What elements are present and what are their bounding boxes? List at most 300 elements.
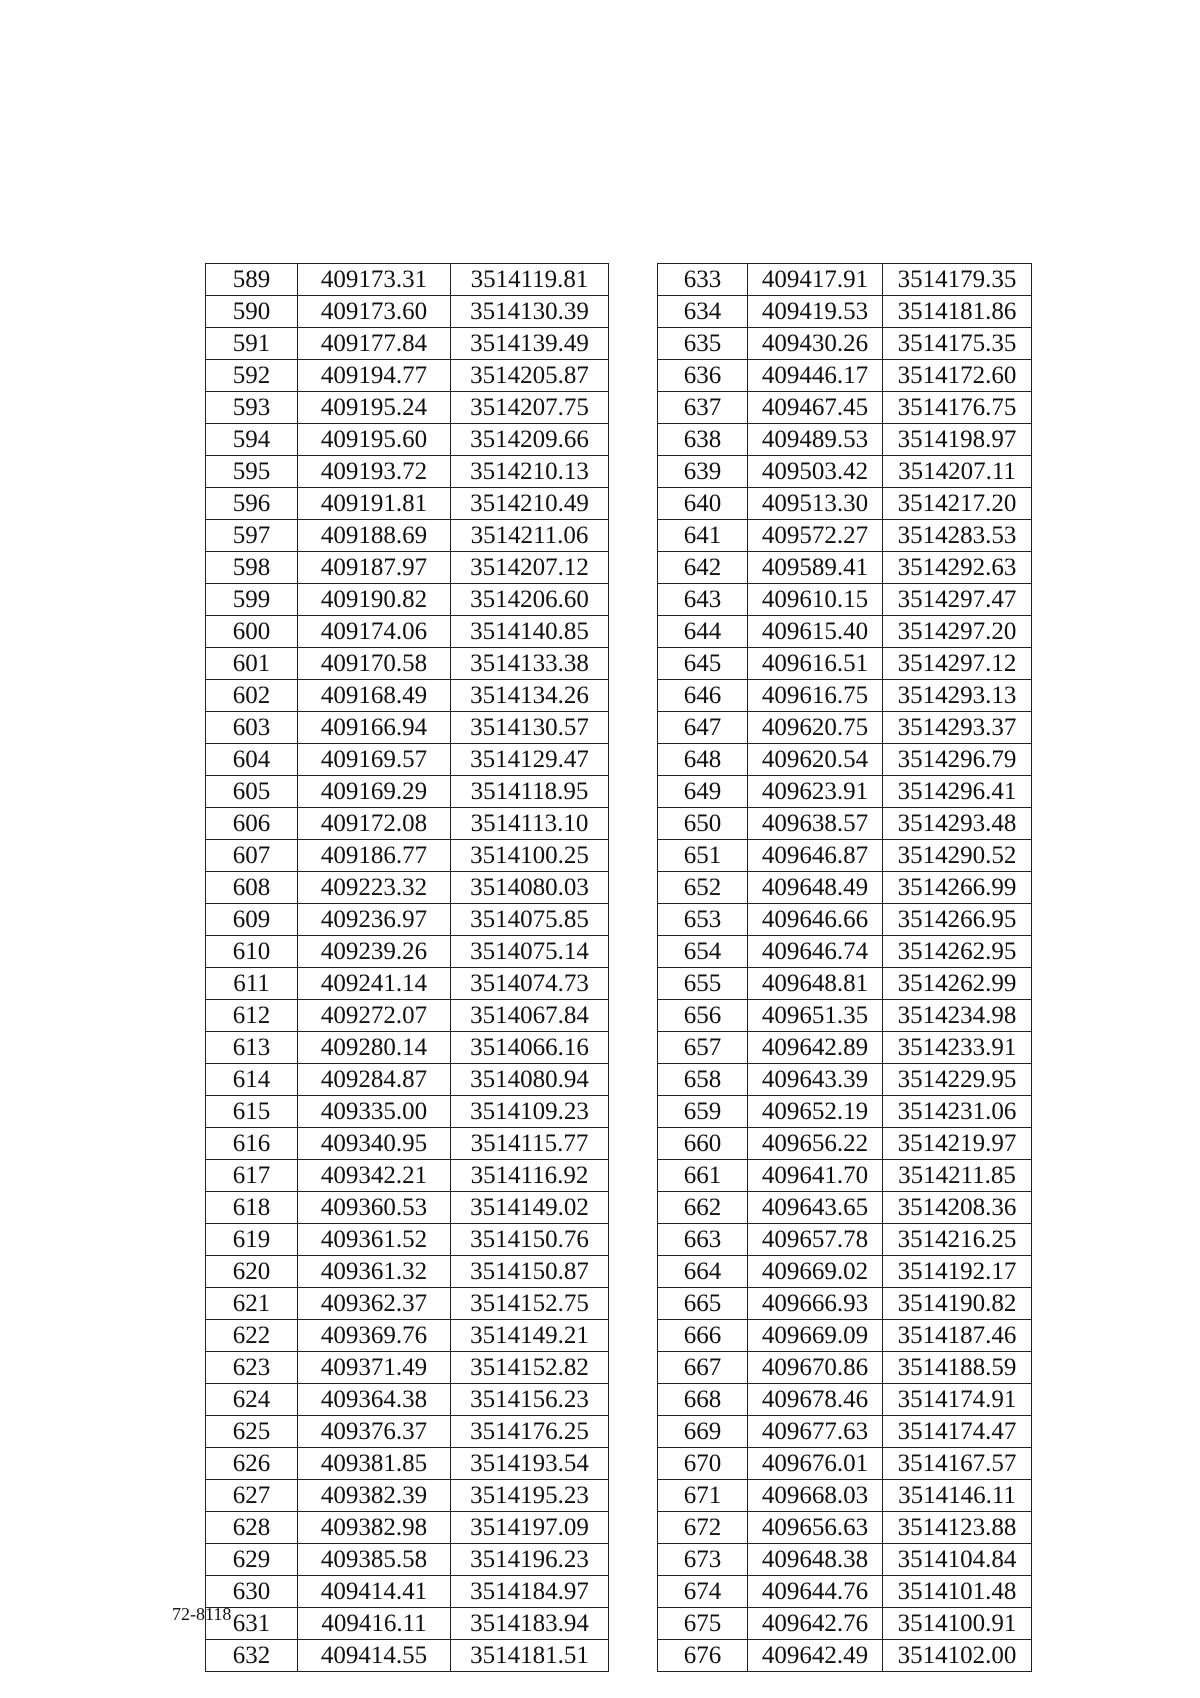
point-number-cell: 633 — [658, 264, 748, 296]
table-row — [206, 1608, 609, 1640]
table-row — [658, 1384, 1032, 1416]
y-coordinate-cell: 3514129.47 — [451, 744, 609, 776]
x-coordinate-cell: 409417.91 — [748, 264, 883, 296]
point-number-cell: 657 — [658, 1032, 748, 1064]
table-row — [206, 1640, 609, 1672]
x-coordinate-cell: 409651.35 — [748, 1000, 883, 1032]
table-row — [658, 1544, 1032, 1576]
x-coordinate-cell: 409376.37 — [298, 1416, 451, 1448]
table-row — [658, 808, 1032, 840]
table-row — [658, 1160, 1032, 1192]
x-coordinate-cell: 409642.89 — [748, 1032, 883, 1064]
x-coordinate-cell: 409360.53 — [298, 1192, 451, 1224]
point-number-cell: 641 — [658, 520, 748, 552]
x-coordinate-cell: 409678.46 — [748, 1384, 883, 1416]
y-coordinate-cell: 3514297.20 — [883, 616, 1032, 648]
point-number-cell: 658 — [658, 1064, 748, 1096]
table-row — [658, 1064, 1032, 1096]
table-row — [206, 1160, 609, 1192]
x-coordinate-cell: 409188.69 — [298, 520, 451, 552]
x-coordinate-cell: 409646.66 — [748, 904, 883, 936]
table-row — [206, 328, 609, 360]
table-row — [206, 648, 609, 680]
x-coordinate-cell: 409186.77 — [298, 840, 451, 872]
point-number-cell: 604 — [206, 744, 298, 776]
y-coordinate-cell: 3514183.94 — [451, 1608, 609, 1640]
point-number-cell: 602 — [206, 680, 298, 712]
x-coordinate-cell: 409616.51 — [748, 648, 883, 680]
table-row — [658, 584, 1032, 616]
point-number-cell: 624 — [206, 1384, 298, 1416]
y-coordinate-cell: 3514134.26 — [451, 680, 609, 712]
table-row — [206, 744, 609, 776]
point-number-cell: 670 — [658, 1448, 748, 1480]
y-coordinate-cell: 3514187.46 — [883, 1320, 1032, 1352]
x-coordinate-cell: 409342.21 — [298, 1160, 451, 1192]
table-row — [206, 1544, 609, 1576]
y-coordinate-cell: 3514130.57 — [451, 712, 609, 744]
point-number-cell: 644 — [658, 616, 748, 648]
table-row — [658, 680, 1032, 712]
point-number-cell: 643 — [658, 584, 748, 616]
point-number-cell: 664 — [658, 1256, 748, 1288]
x-coordinate-cell: 409223.32 — [298, 872, 451, 904]
table-row — [658, 328, 1032, 360]
table-row — [658, 1032, 1032, 1064]
table-row — [206, 616, 609, 648]
x-coordinate-cell: 409430.26 — [748, 328, 883, 360]
point-number-cell: 598 — [206, 552, 298, 584]
table-row — [658, 520, 1032, 552]
x-coordinate-cell: 409446.17 — [748, 360, 883, 392]
y-coordinate-cell: 3514297.47 — [883, 584, 1032, 616]
y-coordinate-cell: 3514146.11 — [883, 1480, 1032, 1512]
point-number-cell: 609 — [206, 904, 298, 936]
table-row — [658, 904, 1032, 936]
point-number-cell: 648 — [658, 744, 748, 776]
x-coordinate-cell: 409362.37 — [298, 1288, 451, 1320]
point-number-cell: 613 — [206, 1032, 298, 1064]
x-coordinate-cell: 409272.07 — [298, 1000, 451, 1032]
point-number-cell: 668 — [658, 1384, 748, 1416]
y-coordinate-cell: 3514175.35 — [883, 328, 1032, 360]
point-number-cell: 672 — [658, 1512, 748, 1544]
x-coordinate-cell: 409641.70 — [748, 1160, 883, 1192]
y-coordinate-cell: 3514075.85 — [451, 904, 609, 936]
point-number-cell: 605 — [206, 776, 298, 808]
point-number-cell: 608 — [206, 872, 298, 904]
y-coordinate-cell: 3514172.60 — [883, 360, 1032, 392]
y-coordinate-cell: 3514207.11 — [883, 456, 1032, 488]
point-number-cell: 637 — [658, 392, 748, 424]
y-coordinate-cell: 3514297.12 — [883, 648, 1032, 680]
table-row — [206, 1288, 609, 1320]
x-coordinate-cell: 409195.24 — [298, 392, 451, 424]
table-row — [206, 840, 609, 872]
table-row — [206, 680, 609, 712]
table-row — [206, 936, 609, 968]
x-coordinate-cell: 409648.49 — [748, 872, 883, 904]
y-coordinate-cell: 3514150.76 — [451, 1224, 609, 1256]
x-coordinate-cell: 409190.82 — [298, 584, 451, 616]
table-body-left — [206, 264, 609, 1672]
table-row — [206, 584, 609, 616]
x-coordinate-cell: 409503.42 — [748, 456, 883, 488]
y-coordinate-cell: 3514152.82 — [451, 1352, 609, 1384]
y-coordinate-cell: 3514290.52 — [883, 840, 1032, 872]
table-row — [206, 1384, 609, 1416]
point-number-cell: 625 — [206, 1416, 298, 1448]
x-coordinate-cell: 409187.97 — [298, 552, 451, 584]
point-number-cell: 676 — [658, 1640, 748, 1672]
y-coordinate-cell: 3514262.99 — [883, 968, 1032, 1000]
x-coordinate-cell: 409467.45 — [748, 392, 883, 424]
point-number-cell: 636 — [658, 360, 748, 392]
x-coordinate-cell: 409648.81 — [748, 968, 883, 1000]
x-coordinate-cell: 409239.26 — [298, 936, 451, 968]
x-coordinate-cell: 409191.81 — [298, 488, 451, 520]
x-coordinate-cell: 409669.02 — [748, 1256, 883, 1288]
x-coordinate-cell: 409676.01 — [748, 1448, 883, 1480]
y-coordinate-cell: 3514293.37 — [883, 712, 1032, 744]
margin-note: 72-8118 — [172, 1604, 232, 1624]
table-row — [206, 264, 609, 296]
y-coordinate-cell: 3514292.63 — [883, 552, 1032, 584]
point-number-cell: 589 — [206, 264, 298, 296]
y-coordinate-cell: 3514113.10 — [451, 808, 609, 840]
point-number-cell: 652 — [658, 872, 748, 904]
point-number-cell: 619 — [206, 1224, 298, 1256]
point-number-cell: 631 — [206, 1608, 298, 1640]
table-row — [658, 392, 1032, 424]
point-number-cell: 593 — [206, 392, 298, 424]
table-row — [206, 520, 609, 552]
x-coordinate-cell: 409589.41 — [748, 552, 883, 584]
y-coordinate-cell: 3514192.17 — [883, 1256, 1032, 1288]
point-number-cell: 634 — [658, 296, 748, 328]
table-row — [206, 1032, 609, 1064]
table-row — [206, 904, 609, 936]
table-row — [206, 1576, 609, 1608]
table-row — [658, 840, 1032, 872]
x-coordinate-cell: 409381.85 — [298, 1448, 451, 1480]
table-row — [658, 648, 1032, 680]
y-coordinate-cell: 3514156.23 — [451, 1384, 609, 1416]
y-coordinate-cell: 3514181.86 — [883, 296, 1032, 328]
y-coordinate-cell: 3514209.66 — [451, 424, 609, 456]
x-coordinate-cell: 409414.41 — [298, 1576, 451, 1608]
y-coordinate-cell: 3514190.82 — [883, 1288, 1032, 1320]
table-row — [658, 1512, 1032, 1544]
x-coordinate-cell: 409677.63 — [748, 1416, 883, 1448]
table-row — [206, 712, 609, 744]
table-body-right — [658, 264, 1032, 1672]
y-coordinate-cell: 3514149.02 — [451, 1192, 609, 1224]
table-row — [658, 424, 1032, 456]
y-coordinate-cell: 3514179.35 — [883, 264, 1032, 296]
x-coordinate-cell: 409340.95 — [298, 1128, 451, 1160]
x-coordinate-cell: 409382.98 — [298, 1512, 451, 1544]
x-coordinate-cell: 409284.87 — [298, 1064, 451, 1096]
y-coordinate-cell: 3514074.73 — [451, 968, 609, 1000]
point-number-cell: 675 — [658, 1608, 748, 1640]
point-number-cell: 660 — [658, 1128, 748, 1160]
point-number-cell: 607 — [206, 840, 298, 872]
table-row — [206, 1064, 609, 1096]
point-number-cell: 596 — [206, 488, 298, 520]
point-number-cell: 659 — [658, 1096, 748, 1128]
y-coordinate-cell: 3514104.84 — [883, 1544, 1032, 1576]
table-row — [206, 1224, 609, 1256]
x-coordinate-cell: 409643.39 — [748, 1064, 883, 1096]
point-number-cell: 592 — [206, 360, 298, 392]
point-number-cell: 611 — [206, 968, 298, 1000]
y-coordinate-cell: 3514174.47 — [883, 1416, 1032, 1448]
y-coordinate-cell: 3514266.95 — [883, 904, 1032, 936]
point-number-cell: 622 — [206, 1320, 298, 1352]
point-number-cell: 597 — [206, 520, 298, 552]
point-number-cell: 671 — [658, 1480, 748, 1512]
y-coordinate-cell: 3514217.20 — [883, 488, 1032, 520]
x-coordinate-cell: 409174.06 — [298, 616, 451, 648]
x-coordinate-cell: 409335.00 — [298, 1096, 451, 1128]
point-number-cell: 591 — [206, 328, 298, 360]
y-coordinate-cell: 3514109.23 — [451, 1096, 609, 1128]
x-coordinate-cell: 409173.60 — [298, 296, 451, 328]
point-number-cell: 663 — [658, 1224, 748, 1256]
point-number-cell: 594 — [206, 424, 298, 456]
table-row — [658, 264, 1032, 296]
point-number-cell: 632 — [206, 1640, 298, 1672]
x-coordinate-cell: 409414.55 — [298, 1640, 451, 1672]
x-coordinate-cell: 409513.30 — [748, 488, 883, 520]
y-coordinate-cell: 3514229.95 — [883, 1064, 1032, 1096]
y-coordinate-cell: 3514130.39 — [451, 296, 609, 328]
x-coordinate-cell: 409648.38 — [748, 1544, 883, 1576]
y-coordinate-cell: 3514100.25 — [451, 840, 609, 872]
y-coordinate-cell: 3514196.23 — [451, 1544, 609, 1576]
y-coordinate-cell: 3514198.97 — [883, 424, 1032, 456]
point-number-cell: 647 — [658, 712, 748, 744]
x-coordinate-cell: 409616.75 — [748, 680, 883, 712]
coordinate-table-right — [657, 263, 1032, 1672]
x-coordinate-cell: 409642.49 — [748, 1640, 883, 1672]
point-number-cell: 639 — [658, 456, 748, 488]
table-row — [658, 456, 1032, 488]
point-number-cell: 673 — [658, 1544, 748, 1576]
y-coordinate-cell: 3514116.92 — [451, 1160, 609, 1192]
x-coordinate-cell: 409652.19 — [748, 1096, 883, 1128]
y-coordinate-cell: 3514293.13 — [883, 680, 1032, 712]
x-coordinate-cell: 409666.93 — [748, 1288, 883, 1320]
y-coordinate-cell: 3514080.94 — [451, 1064, 609, 1096]
x-coordinate-cell: 409644.76 — [748, 1576, 883, 1608]
x-coordinate-cell: 409168.49 — [298, 680, 451, 712]
point-number-cell: 650 — [658, 808, 748, 840]
table-row — [658, 744, 1032, 776]
table-row — [206, 296, 609, 328]
table-row — [658, 360, 1032, 392]
x-coordinate-cell: 409177.84 — [298, 328, 451, 360]
table-row — [658, 1256, 1032, 1288]
x-coordinate-cell: 409382.39 — [298, 1480, 451, 1512]
x-coordinate-cell: 409371.49 — [298, 1352, 451, 1384]
y-coordinate-cell: 3514167.57 — [883, 1448, 1032, 1480]
point-number-cell: 600 — [206, 616, 298, 648]
y-coordinate-cell: 3514176.25 — [451, 1416, 609, 1448]
x-coordinate-cell: 409643.65 — [748, 1192, 883, 1224]
y-coordinate-cell: 3514207.12 — [451, 552, 609, 584]
x-coordinate-cell: 409194.77 — [298, 360, 451, 392]
point-number-cell: 626 — [206, 1448, 298, 1480]
x-coordinate-cell: 409610.15 — [748, 584, 883, 616]
y-coordinate-cell: 3514233.91 — [883, 1032, 1032, 1064]
point-number-cell: 629 — [206, 1544, 298, 1576]
point-number-cell: 642 — [658, 552, 748, 584]
y-coordinate-cell: 3514293.48 — [883, 808, 1032, 840]
y-coordinate-cell: 3514266.99 — [883, 872, 1032, 904]
y-coordinate-cell: 3514193.54 — [451, 1448, 609, 1480]
y-coordinate-cell: 3514205.87 — [451, 360, 609, 392]
table-row — [206, 1480, 609, 1512]
table-row — [206, 1128, 609, 1160]
point-number-cell: 606 — [206, 808, 298, 840]
table-row — [206, 1320, 609, 1352]
point-number-cell: 666 — [658, 1320, 748, 1352]
x-coordinate-cell: 409241.14 — [298, 968, 451, 1000]
y-coordinate-cell: 3514211.06 — [451, 520, 609, 552]
point-number-cell: 630 — [206, 1576, 298, 1608]
point-number-cell: 610 — [206, 936, 298, 968]
x-coordinate-cell: 409646.74 — [748, 936, 883, 968]
y-coordinate-cell: 3514188.59 — [883, 1352, 1032, 1384]
x-coordinate-cell: 409369.76 — [298, 1320, 451, 1352]
y-coordinate-cell: 3514075.14 — [451, 936, 609, 968]
x-coordinate-cell: 409489.53 — [748, 424, 883, 456]
x-coordinate-cell: 409173.31 — [298, 264, 451, 296]
table-row — [206, 1096, 609, 1128]
point-number-cell: 614 — [206, 1064, 298, 1096]
table-row — [206, 808, 609, 840]
x-coordinate-cell: 409416.11 — [298, 1608, 451, 1640]
x-coordinate-cell: 409669.09 — [748, 1320, 883, 1352]
y-coordinate-cell: 3514174.91 — [883, 1384, 1032, 1416]
x-coordinate-cell: 409670.86 — [748, 1352, 883, 1384]
point-number-cell: 646 — [658, 680, 748, 712]
point-number-cell: 620 — [206, 1256, 298, 1288]
point-number-cell: 628 — [206, 1512, 298, 1544]
x-coordinate-cell: 409364.38 — [298, 1384, 451, 1416]
table-row — [658, 1128, 1032, 1160]
table-row — [658, 1352, 1032, 1384]
table-row — [206, 552, 609, 584]
point-number-cell: 603 — [206, 712, 298, 744]
x-coordinate-cell: 409620.54 — [748, 744, 883, 776]
table-row — [658, 872, 1032, 904]
x-coordinate-cell: 409361.32 — [298, 1256, 451, 1288]
table-row — [658, 712, 1032, 744]
x-coordinate-cell: 409646.87 — [748, 840, 883, 872]
x-coordinate-cell: 409385.58 — [298, 1544, 451, 1576]
y-coordinate-cell: 3514119.81 — [451, 264, 609, 296]
y-coordinate-cell: 3514231.06 — [883, 1096, 1032, 1128]
point-number-cell: 599 — [206, 584, 298, 616]
x-coordinate-cell: 409620.75 — [748, 712, 883, 744]
y-coordinate-cell: 3514066.16 — [451, 1032, 609, 1064]
y-coordinate-cell: 3514207.75 — [451, 392, 609, 424]
point-number-cell: 616 — [206, 1128, 298, 1160]
x-coordinate-cell: 409572.27 — [748, 520, 883, 552]
point-number-cell: 651 — [658, 840, 748, 872]
x-coordinate-cell: 409623.91 — [748, 776, 883, 808]
point-number-cell: 638 — [658, 424, 748, 456]
table-row — [658, 1576, 1032, 1608]
x-coordinate-cell: 409642.76 — [748, 1608, 883, 1640]
x-coordinate-cell: 409656.63 — [748, 1512, 883, 1544]
point-number-cell: 640 — [658, 488, 748, 520]
table-row — [206, 968, 609, 1000]
point-number-cell: 621 — [206, 1288, 298, 1320]
point-number-cell: 653 — [658, 904, 748, 936]
table-row — [658, 968, 1032, 1000]
point-number-cell: 623 — [206, 1352, 298, 1384]
table-row — [658, 1608, 1032, 1640]
y-coordinate-cell: 3514210.13 — [451, 456, 609, 488]
y-coordinate-cell: 3514149.21 — [451, 1320, 609, 1352]
point-number-cell: 669 — [658, 1416, 748, 1448]
table-row — [206, 776, 609, 808]
point-number-cell: 618 — [206, 1192, 298, 1224]
point-number-cell: 662 — [658, 1192, 748, 1224]
y-coordinate-cell: 3514296.41 — [883, 776, 1032, 808]
table-row — [206, 1416, 609, 1448]
table-row — [658, 936, 1032, 968]
table-row — [658, 1640, 1032, 1672]
table-row — [658, 1448, 1032, 1480]
point-number-cell: 649 — [658, 776, 748, 808]
table-row — [206, 424, 609, 456]
table-row — [206, 488, 609, 520]
point-number-cell: 612 — [206, 1000, 298, 1032]
point-number-cell: 665 — [658, 1288, 748, 1320]
y-coordinate-cell: 3514140.85 — [451, 616, 609, 648]
table-row — [206, 456, 609, 488]
table-row — [658, 1480, 1032, 1512]
x-coordinate-cell: 409361.52 — [298, 1224, 451, 1256]
x-coordinate-cell: 409170.58 — [298, 648, 451, 680]
point-number-cell: 674 — [658, 1576, 748, 1608]
point-number-cell: 615 — [206, 1096, 298, 1128]
point-number-cell: 656 — [658, 1000, 748, 1032]
y-coordinate-cell: 3514150.87 — [451, 1256, 609, 1288]
table-row — [658, 1000, 1032, 1032]
y-coordinate-cell: 3514100.91 — [883, 1608, 1032, 1640]
y-coordinate-cell: 3514283.53 — [883, 520, 1032, 552]
table-row — [658, 1192, 1032, 1224]
table-row — [658, 616, 1032, 648]
y-coordinate-cell: 3514102.00 — [883, 1640, 1032, 1672]
y-coordinate-cell: 3514118.95 — [451, 776, 609, 808]
y-coordinate-cell: 3514067.84 — [451, 1000, 609, 1032]
y-coordinate-cell: 3514206.60 — [451, 584, 609, 616]
point-number-cell: 590 — [206, 296, 298, 328]
table-row — [206, 1000, 609, 1032]
table-row — [658, 1416, 1032, 1448]
y-coordinate-cell: 3514176.75 — [883, 392, 1032, 424]
y-coordinate-cell: 3514219.97 — [883, 1128, 1032, 1160]
x-coordinate-cell: 409656.22 — [748, 1128, 883, 1160]
y-coordinate-cell: 3514195.23 — [451, 1480, 609, 1512]
